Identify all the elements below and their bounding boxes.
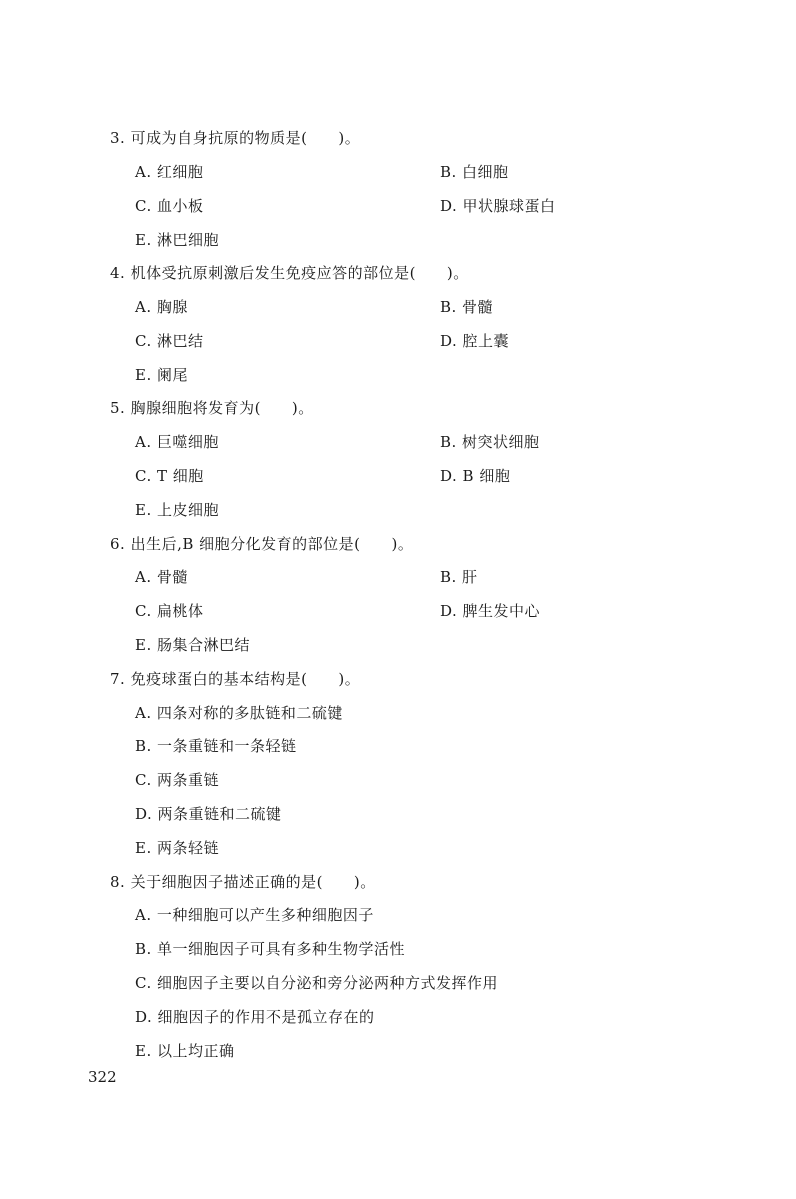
question-5-stem: 5. 胸腺细胞将发育为( )。 <box>110 399 314 417</box>
question-6-option-a: A. 骨髓 <box>135 568 188 586</box>
question-4-option-b: B. 骨髓 <box>440 298 494 316</box>
question-8-option-e: E. 以上均正确 <box>135 1042 235 1060</box>
question-3-option-a: A. 红细胞 <box>135 163 204 181</box>
question-4-option-a: A. 胸腺 <box>135 298 188 316</box>
question-8-option-b: B. 单一细胞因子可具有多种生物学活性 <box>135 940 406 958</box>
question-4-stem: 4. 机体受抗原刺激后发生免疫应答的部位是( )。 <box>110 264 469 282</box>
question-6-stem: 6. 出生后,B 细胞分化发育的部位是( )。 <box>110 535 414 553</box>
question-4-option-e: E. 阑尾 <box>135 366 188 384</box>
question-8-option-c: C. 细胞因子主要以自分泌和旁分泌两种方式发挥作用 <box>135 974 498 992</box>
question-6-option-b: B. 肝 <box>440 568 478 586</box>
question-3-option-c: C. 血小板 <box>135 197 204 215</box>
question-5-option-b: B. 树突状细胞 <box>440 433 540 451</box>
question-3-option-d: D. 甲状腺球蛋白 <box>440 197 556 215</box>
question-7-option-c: C. 两条重链 <box>135 771 219 789</box>
question-5-option-c: C. T 细胞 <box>135 467 204 485</box>
question-5-option-e: E. 上皮细胞 <box>135 501 219 519</box>
page-number: 322 <box>88 1068 117 1086</box>
question-3-stem: 3. 可成为自身抗原的物质是( )。 <box>110 129 361 147</box>
question-4-option-c: C. 淋巴结 <box>135 332 204 350</box>
question-7-option-d: D. 两条重链和二硫键 <box>135 805 282 823</box>
question-8-stem: 8. 关于细胞因子描述正确的是( )。 <box>110 873 376 891</box>
question-8-option-a: A. 一种细胞可以产生多种细胞因子 <box>135 906 374 924</box>
question-7-option-e: E. 两条轻链 <box>135 839 219 857</box>
question-5-option-d: D. B 细胞 <box>440 467 511 485</box>
question-8-option-d: D. 细胞因子的作用不是孤立存在的 <box>135 1008 375 1026</box>
question-6-option-c: C. 扁桃体 <box>135 602 204 620</box>
question-5-option-a: A. 巨噬细胞 <box>135 433 219 451</box>
question-6-option-e: E. 肠集合淋巴结 <box>135 636 250 654</box>
question-7-option-a: A. 四条对称的多肽链和二硫键 <box>135 704 343 722</box>
question-4-option-d: D. 腔上囊 <box>440 332 510 350</box>
question-6-option-d: D. 脾生发中心 <box>440 602 541 620</box>
question-3-option-e: E. 淋巴细胞 <box>135 231 219 249</box>
question-3-option-b: B. 白细胞 <box>440 163 509 181</box>
question-7-option-b: B. 一条重链和一条轻链 <box>135 737 297 755</box>
question-7-stem: 7. 免疫球蛋白的基本结构是( )。 <box>110 670 361 688</box>
